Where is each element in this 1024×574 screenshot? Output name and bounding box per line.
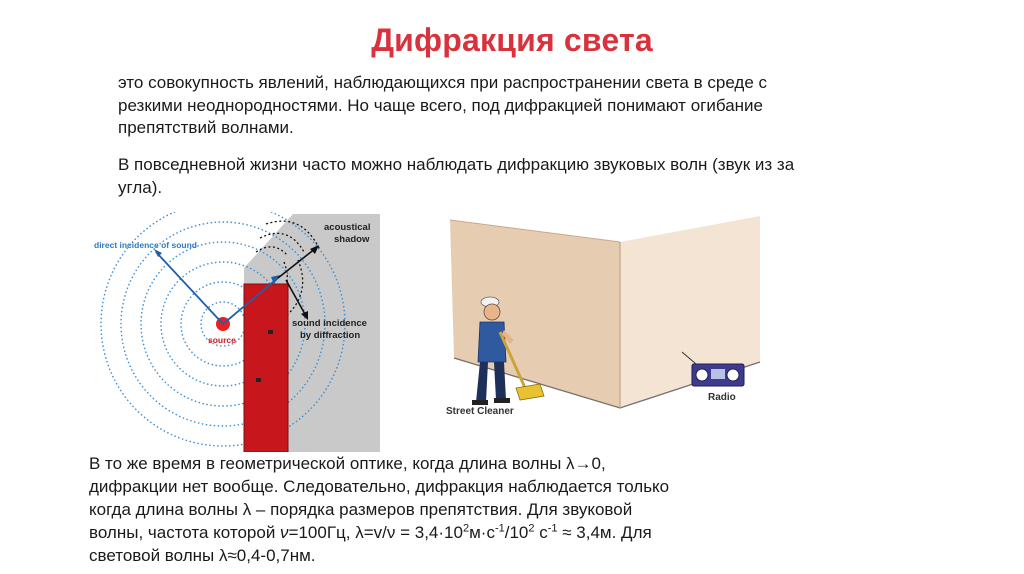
source-label: source	[208, 335, 236, 345]
street-cleaner-label: Street Cleaner	[446, 406, 514, 417]
conclusion-line-4c: м·с	[469, 523, 495, 542]
diffraction-label-2: by diffraction	[300, 330, 361, 341]
conclusion-line-4b: =100Гц, λ=v/ν = 3,4·10	[288, 523, 463, 542]
conclusion-line-4e: с	[534, 523, 548, 542]
everyday-paragraph: В повседневной жизни часто можно наблюдать дифракцию звуковых волн (звук из за угла).	[118, 155, 795, 197]
slide-title: Дифракция света	[371, 22, 653, 58]
exponent-minus-1: -1	[494, 522, 505, 535]
sound-diffraction-diagram	[88, 212, 388, 452]
radio-label: Radio	[708, 392, 736, 403]
conclusion-line-4a: волны, частота которой	[89, 523, 281, 542]
wall-obstacle	[244, 284, 288, 452]
diffraction-label-1: sound incidence	[292, 318, 367, 329]
conclusion-paragraph	[89, 452, 729, 567]
conclusion-line-1: В то же время в геометрической оптике, когда длина волны λ→0,	[89, 454, 606, 473]
nu-symbol: ν	[280, 523, 289, 542]
acoustical-shadow-label-1: acoustical	[324, 222, 371, 233]
conclusion-line-2: дифракции нет вообще. Следовательно, дифракция наблюдается только	[89, 477, 670, 496]
definition-paragraph: это совокупность явлений, наблюдающихся при распространении света в среде с резкими неоднородностями. Но чаще всего, под дифракцией понимают огибание препятствий волнами.	[118, 73, 767, 137]
street-cleaner-illustration	[430, 212, 770, 432]
conclusion-line-3: когда длина волны λ – порядка размеров препятствия. Для звуковой	[89, 500, 633, 519]
wall-left-face	[450, 220, 620, 408]
conclusion-line-4f: ≈ 3,4м. Для	[557, 523, 652, 542]
conclusion-line-4d: /10	[504, 523, 529, 542]
exponent-2: 2	[462, 522, 470, 535]
exponent-2b: 2	[528, 522, 535, 535]
conclusion-line-5: световой волны λ≈0,4-0,7нм.	[89, 546, 316, 565]
exponent-minus-1b: -1	[547, 522, 558, 535]
direct-incidence-label: direct incidence of sound	[94, 240, 197, 250]
acoustical-shadow-label-2: shadow	[334, 234, 370, 245]
